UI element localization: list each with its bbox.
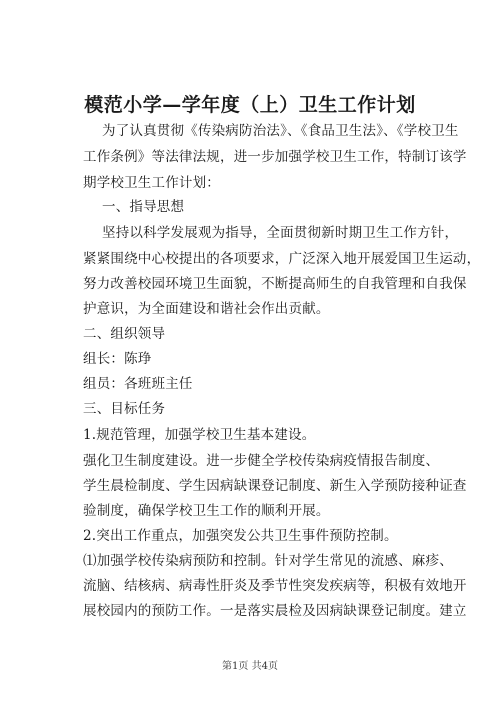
- paragraph-line: 为了认真贯彻《传染病防治法》、《食品卫生法》、《学校卫生: [102, 123, 459, 139]
- paragraph-line: 紧紧围绕中心校提出的各项要求，广泛深入地开展爱国卫生运动，: [83, 251, 481, 267]
- page-number-footer: 第1页 共4页: [222, 661, 278, 672]
- paragraph-line: 工作条例》等法律法规，进一步加强学校卫生工作，特制订该学: [83, 149, 467, 165]
- paragraph-line: 流脑、结核病、病毒性肝炎及季节性突发疾病等，积极有效地开: [83, 578, 467, 594]
- paragraph-line: 护意识，为全面建设和谐社会作出贡献。: [83, 301, 330, 317]
- paragraph-line: ⑴加强学校传染病预防和控制。针对学生常见的流感、麻疹、: [83, 553, 453, 569]
- paragraph-line: 努力改善校园环境卫生面貌，不断提高师生的自我管理和自我保: [83, 276, 467, 292]
- paragraph-line: 展校园内的预防工作。一是落实晨检及因病缺课登记制度。建立: [83, 603, 467, 619]
- paragraph-line: 坚持以科学发展观为指导，全面贯彻新时期卫生工作方针，: [102, 225, 459, 241]
- paragraph-line: 组长：陈琤: [83, 351, 152, 367]
- document-title: 模范小学—学年度（上）卫生工作计划: [84, 94, 416, 116]
- paragraph-line: 强化卫生制度建设。进一步健全学校传染病疫情报告制度、: [83, 453, 440, 469]
- section-heading: 三、目标任务: [83, 401, 166, 417]
- section-heading: 一、指导思想: [102, 199, 185, 215]
- subsection-heading: 1.规范管理，加强学校卫生基本建设。: [83, 427, 316, 443]
- paragraph-line: 期学校卫生工作计划：: [83, 175, 220, 191]
- section-heading: 二、组织领导: [83, 326, 166, 342]
- paragraph-line: 学生晨检制度、学生因病缺课登记制度、新生入学预防接种证查: [83, 478, 467, 494]
- subsection-heading: 2.突出工作重点，加强突发公共卫生事件预防控制。: [83, 528, 398, 544]
- paragraph-line: 组员：各班班主任: [83, 376, 193, 392]
- paragraph-line: 验制度，确保学校卫生工作的顺利开展。: [83, 503, 330, 519]
